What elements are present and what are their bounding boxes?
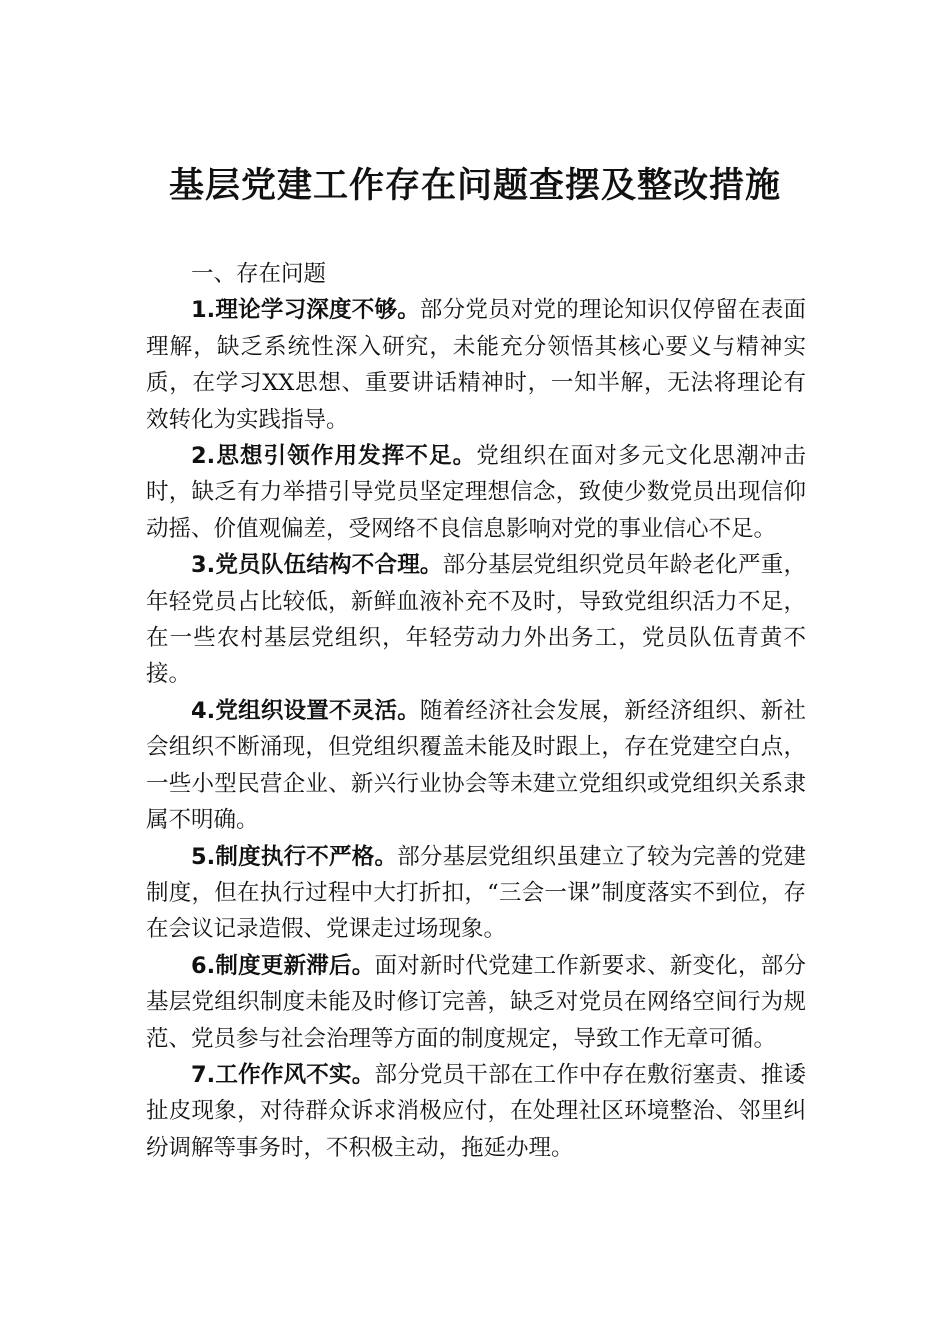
issue-item-5: [146, 839, 806, 948]
issue-text: 部分党员对党的理论知识仅停留在表面理解，缺乏系统性深入研究，未能充分领悟其核心要义与精神实质，在学习XX思想、重要讲话精神时，一知半解，无法将理论有效转化为实践指导。: [146, 297, 806, 433]
issue-heading: 6.制度更新滞后。: [191, 952, 375, 979]
document-body: [146, 256, 806, 1166]
issue-text: 随着经济社会发展，新经济组织、新社会组织不断涌现，但党组织覆盖未能及时跟上，存在党建空白点，一些小型民营企业、新兴行业协会等未建立党组织或党组织关系隶属不明确。: [146, 697, 806, 834]
issue-heading: 7.工作作风不实。: [191, 1061, 375, 1088]
issue-item-3: [146, 547, 806, 693]
issue-heading: 3.党员队伍结构不合理。: [191, 552, 443, 579]
issue-text: 部分基层党组织党员年龄老化严重，年轻党员占比较低，新鲜血液补充不及时，导致党组织活力不足，在一些农村基层党组织，年轻劳动力外出务工，党员队伍青黄不接。: [146, 552, 806, 688]
issue-item-2: [146, 438, 806, 547]
section-heading: 一、存在问题: [191, 261, 327, 287]
issue-heading: 2.思想引领作用发挥不足。: [191, 443, 477, 470]
issue-heading: 4.党组织设置不灵活。: [191, 697, 420, 724]
issue-item-4: [146, 693, 806, 839]
issue-text: 部分党员干部在工作中存在敷衍塞责、推诿扯皮现象，对待群众诉求消极应付，在处理社区环境整治、邻里纠纷调解等事务时，不积极主动，拖延办理。: [146, 1061, 806, 1161]
issue-text: 党组织在面对多元文化思潮冲击时，缺乏有力举措引导党员坚定理想信念，致使少数党员出现信仰动摇、价值观偏差，受网络不良信息影响对党的事业信心不足。: [146, 443, 806, 542]
issue-text: 部分基层党组织虽建立了较为完善的党建制度，但在执行过程中大打折扣，“三会一课”制度落实不到位，存在会议记录造假、党课走过场现象。: [146, 843, 806, 943]
issue-heading: 5.制度执行不严格。: [191, 843, 398, 870]
issue-text: 面对新时代党建工作新要求、新变化，部分基层党组织制度未能及时修订完善，缺乏对党员在网络空间行为规范、党员参与社会治理等方面的制度规定，导致工作无章可循。: [146, 952, 806, 1052]
issue-item-6: [146, 948, 806, 1057]
document-title: 基层党建工作存在问题查摆及整改措施: [168, 165, 781, 206]
issue-heading: 1.理论学习深度不够。: [191, 297, 420, 324]
issue-item-1: [146, 292, 806, 438]
issue-item-7: [146, 1057, 806, 1166]
